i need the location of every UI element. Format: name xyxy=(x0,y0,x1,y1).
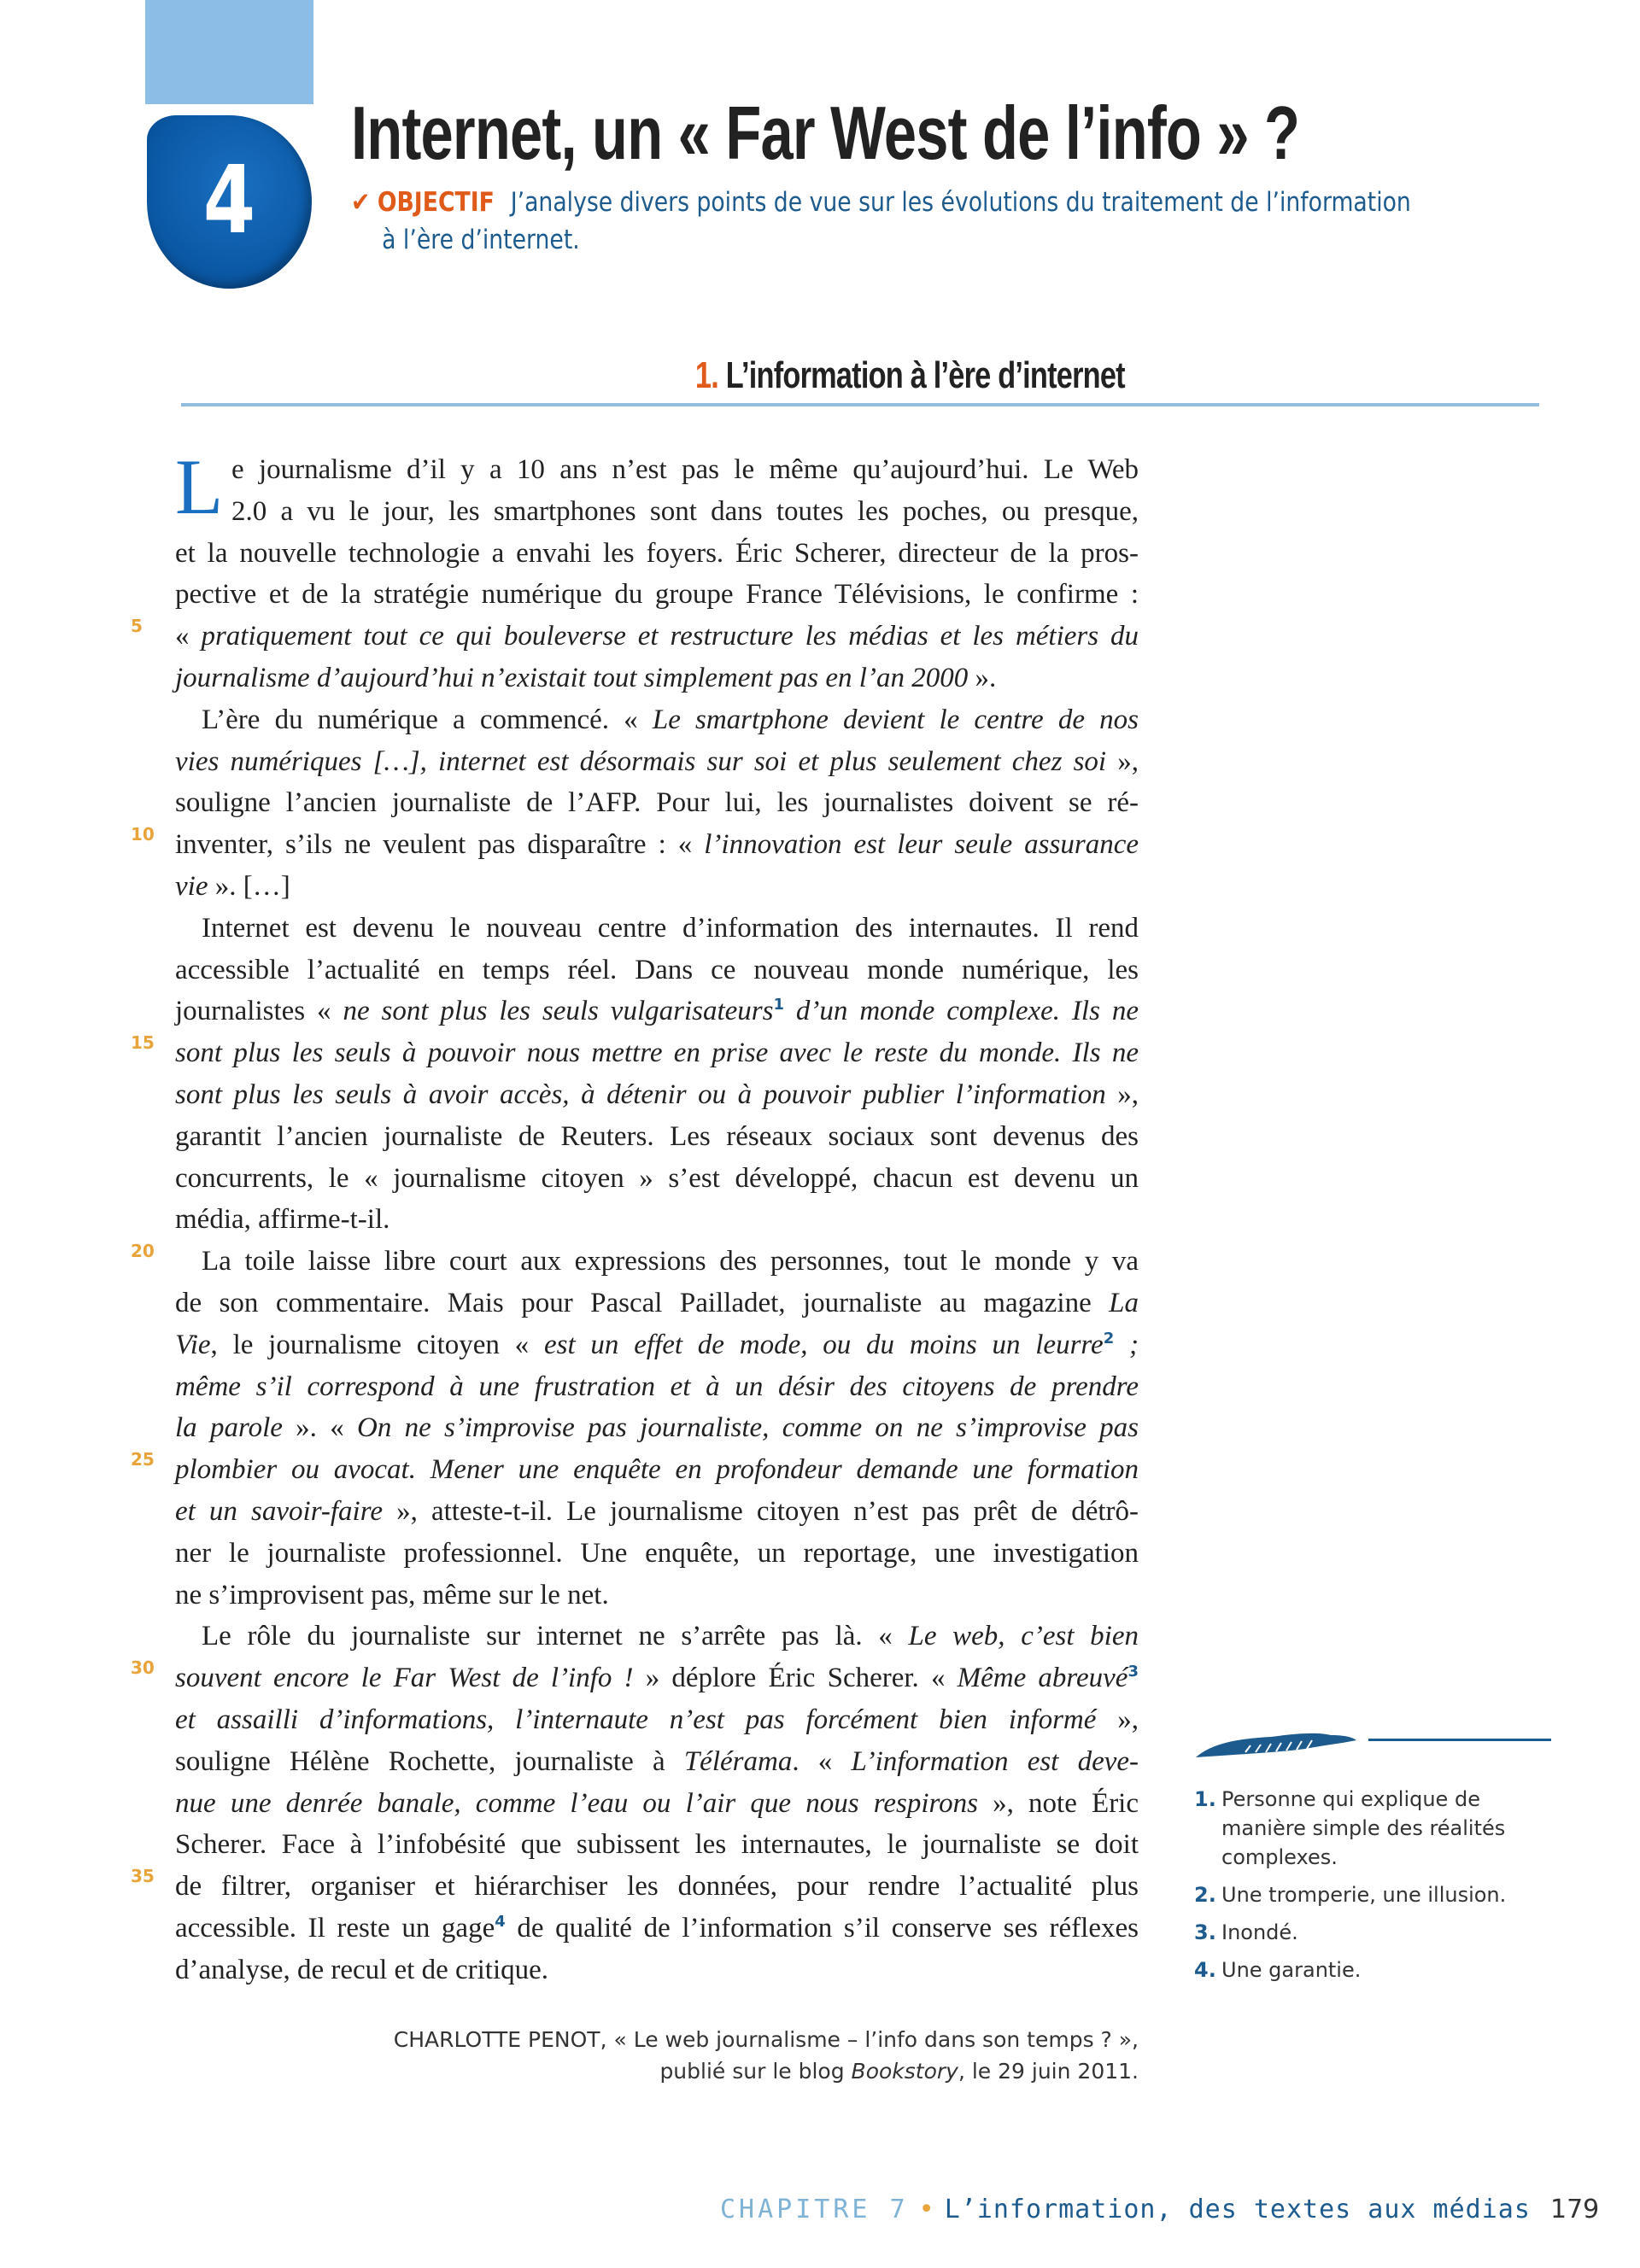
quill-icon xyxy=(1194,1728,1553,1762)
quote-text: Même abreuvé xyxy=(957,1663,1128,1694)
quote-text: plombier ou avocat. Mener une enquête en profondeur demande une formation xyxy=(175,1454,1139,1486)
text-line xyxy=(175,1949,1139,1991)
text-line xyxy=(175,1407,1139,1449)
text-line xyxy=(175,1616,1139,1657)
footnote-text: Une tromperie, une illusion. xyxy=(1221,1883,1507,1907)
line-number: 20 xyxy=(131,1241,155,1262)
text-line xyxy=(175,449,1139,491)
quote-text: On ne s’improvise pas journaliste, comme on ne s’improvise pas xyxy=(356,1412,1139,1444)
quote-text: Vie xyxy=(175,1329,211,1360)
body-text: de filtrer, organiser et hiérarchiser les données, pour rendre l’actualité plus xyxy=(175,1871,1139,1903)
quote-text: et assailli d’informations, l’internaute n’est pas forcément bien informé xyxy=(175,1704,1097,1735)
footer xyxy=(720,2195,1531,2224)
text-line xyxy=(175,1116,1139,1158)
body-text: concurrents, le « journalisme citoyen » s’est développé, chacun est devenu un xyxy=(175,1162,1139,1194)
text-line xyxy=(175,1199,1139,1241)
footnote-ref[interactable]: 2 xyxy=(1103,1329,1115,1347)
quote-text: l’innovation est leur seule assurance xyxy=(704,829,1139,861)
article-text xyxy=(131,443,1139,1990)
body-text: de qualité de l’information s’il conserve ses réflexes xyxy=(505,1912,1139,1944)
quote-text: nue une denrée banale, comme l’eau ou l’air que nous respirons xyxy=(175,1787,978,1819)
chapter-tab xyxy=(145,0,313,120)
footnote-number: 2. xyxy=(1194,1883,1216,1907)
text-line xyxy=(175,1366,1139,1408)
footer-title: L’information, des textes aux médias xyxy=(944,2195,1531,2224)
line-number: 25 xyxy=(131,1449,155,1470)
body-text: L’ère du numérique a commencé. « xyxy=(202,704,653,735)
text-line xyxy=(175,1491,1139,1533)
body-text: ». xyxy=(968,662,997,693)
line-number: 15 xyxy=(131,1032,155,1054)
body-text: », xyxy=(1096,1704,1139,1735)
citation-author: CHARLOTTE PENOT, xyxy=(393,2027,607,2052)
body-text: 2.0 a vu le jour, les smartphones sont dans toutes les poches, ou presque, xyxy=(231,495,1139,527)
body-text: . « xyxy=(792,1745,852,1777)
text-line xyxy=(131,616,1139,658)
footnote-ref[interactable]: 3 xyxy=(1128,1663,1139,1681)
footnote-number: 3. xyxy=(1194,1920,1216,1944)
body-text: , le journalisme citoyen « xyxy=(210,1329,544,1360)
text-line xyxy=(175,1908,1139,1949)
footnote-item xyxy=(1194,1785,1553,1872)
quote-text: et un savoir-faire xyxy=(175,1495,383,1527)
quote-text: la parole xyxy=(175,1412,283,1444)
body-text: La toile laisse libre court aux expressions des personnes, tout le monde y va xyxy=(202,1246,1139,1277)
section-heading xyxy=(0,354,1640,397)
quote-text: pratiquement tout ce qui bouleverse et restructure les médias et les métiers du xyxy=(201,621,1139,652)
text-line xyxy=(175,1324,1139,1366)
section-number: 1. xyxy=(694,354,718,396)
text-line xyxy=(175,1283,1139,1324)
quote-text: L’information est deve- xyxy=(851,1745,1139,1777)
body-text: de son commentaire. Mais pour Pascal Pailladet, journaliste au magazine xyxy=(175,1287,1110,1318)
body-text: inventer, s’ils ne veulent pas disparaître : « xyxy=(175,829,705,861)
body-text: souligne Hélène Rochette, journaliste à xyxy=(175,1745,684,1777)
objective-label: OBJECTIF xyxy=(377,187,495,218)
body-text: », atteste-t-il. Le journalisme citoyen n’est pas prêt de détrô- xyxy=(382,1495,1139,1527)
text-line xyxy=(131,1866,1139,1908)
body-text: ». « xyxy=(282,1412,357,1444)
section-title: L’information à l’ère d’internet xyxy=(725,354,1125,396)
quote-text: ne sont plus les seuls vulgarisateurs xyxy=(343,996,774,1027)
text-line xyxy=(131,1657,1139,1699)
footnote-item xyxy=(1194,1955,1553,1984)
body-text: », xyxy=(1106,745,1139,777)
text-line xyxy=(175,1074,1139,1116)
footnote-item xyxy=(1194,1880,1553,1909)
body-text: pective et de la stratégie numérique du groupe France Télévisions, le confirme : xyxy=(175,579,1139,611)
citation-date: , le 29 juin 2011. xyxy=(958,2059,1139,2084)
body-text: ne s’improvisent pas, même sur le net. xyxy=(175,1579,609,1610)
quote-text: ; xyxy=(1114,1329,1139,1360)
footnote-text: Inondé. xyxy=(1221,1920,1298,1944)
page-number: 179 xyxy=(1550,2195,1600,2224)
line-number: 30 xyxy=(131,1657,155,1679)
text-line xyxy=(175,1699,1139,1741)
text-line xyxy=(175,1741,1139,1783)
text-line xyxy=(175,699,1139,741)
footnote-ref[interactable]: 4 xyxy=(495,1912,506,1931)
quote-text: est un effet de mode, ou du moins un leurre xyxy=(543,1329,1104,1360)
objective-text: J’analyse divers points de vue sur les évolutions du traitement de l’information xyxy=(510,187,1411,218)
body-text: », note Éric xyxy=(977,1787,1139,1819)
body-text: « xyxy=(175,621,202,652)
text-line xyxy=(175,1783,1139,1825)
text-line xyxy=(131,1241,1139,1283)
footnote-ref[interactable]: 1 xyxy=(773,996,785,1014)
check-icon: ✔ xyxy=(351,187,371,218)
text-line xyxy=(175,950,1139,991)
text-line xyxy=(175,866,1139,908)
quote-text: d’un monde complexe. Ils ne xyxy=(784,996,1139,1027)
footnote-number: 1. xyxy=(1194,1787,1216,1811)
text-line xyxy=(175,491,1139,533)
body-text: garantit l’ancien journaliste de Reuters. Les réseaux sociaux sont devenus des xyxy=(175,1120,1139,1152)
body-text: média, affirme-t-il. xyxy=(175,1204,390,1236)
citation xyxy=(394,2024,1139,2087)
body-text: Scherer. Face à l’infobésité que subissent les internautes, le journaliste se doit xyxy=(175,1829,1139,1861)
drop-cap: L xyxy=(175,443,224,530)
body-text: et la nouvelle technologie a envahi les foyers. Éric Scherer, directeur de la pros- xyxy=(175,537,1139,569)
text-line xyxy=(175,908,1139,950)
text-line xyxy=(175,533,1139,575)
line-number: 5 xyxy=(131,616,143,637)
quote-text: journalisme d’aujourd’hui n’existait tout simplement pas en l’an 2000 xyxy=(175,662,969,693)
body-text: souligne l’ancien journaliste de l’AFP. Pour lui, les journalistes doivent se ré- xyxy=(175,787,1139,819)
text-line xyxy=(131,1449,1139,1491)
text-line xyxy=(175,991,1139,1032)
line-number: 35 xyxy=(131,1866,155,1887)
body-text: ner le journaliste professionnel. Une enquête, un reportage, une investigation xyxy=(175,1537,1139,1569)
body-text: » déplore Éric Scherer. « xyxy=(633,1663,958,1694)
quote-text: Le smartphone devient le centre de nos xyxy=(652,704,1139,735)
body-text: Le rôle du journaliste sur internet ne s’arrête pas là. « xyxy=(202,1621,909,1652)
footer-chapter: CHAPITRE 7 xyxy=(720,2195,909,2224)
footnote-item xyxy=(1194,1918,1553,1947)
text-line xyxy=(175,782,1139,824)
body-text: accessible. Il reste un gage xyxy=(175,1912,495,1944)
citation-prefix: publié sur le blog xyxy=(659,2059,852,2084)
body-text: », xyxy=(1105,1078,1139,1110)
body-text: ». […] xyxy=(208,870,290,902)
quote-text: même s’il correspond à une frustration et à un désir des citoyens de prendre xyxy=(175,1371,1139,1402)
quote-text: souvent encore le Far West de l’info ! xyxy=(175,1663,634,1694)
footnote-number: 4. xyxy=(1194,1958,1216,1982)
text-line xyxy=(175,574,1139,616)
citation-title: « Le web journalisme – l’info dans son temps ? », xyxy=(613,2027,1139,2052)
lesson-number: 4 xyxy=(202,145,256,254)
objective-text-continued: à l’ère d’internet. xyxy=(382,225,580,255)
text-line xyxy=(131,1032,1139,1074)
section-divider xyxy=(181,403,1539,406)
body-text: d’analyse, de recul et de critique. xyxy=(175,1954,549,1985)
quote-text: Télérama xyxy=(683,1745,793,1777)
line-number: 10 xyxy=(131,824,155,845)
text-line xyxy=(175,658,1139,699)
text-line xyxy=(175,1824,1139,1866)
footnote-text: Personne qui explique de manière simple des réalités complexes. xyxy=(1221,1787,1506,1869)
text-line xyxy=(175,1158,1139,1200)
quote-text: La xyxy=(1109,1287,1139,1318)
text-line xyxy=(131,824,1139,866)
text-line xyxy=(175,741,1139,783)
quote-text: sont plus les seuls à avoir accès, à détenir ou à pouvoir publier l’information xyxy=(175,1078,1106,1110)
text-line xyxy=(175,1533,1139,1575)
page-title: Internet, un « Far West de l’info » ? xyxy=(351,91,1300,175)
footer-bullet: • xyxy=(918,2195,934,2224)
quote-text: vie xyxy=(175,870,208,902)
body-text: Internet est devenu le nouveau centre d’information des internautes. Il rend xyxy=(202,912,1139,944)
footnote-text: Une garantie. xyxy=(1221,1958,1362,1982)
citation-blog: Bookstory xyxy=(851,2059,958,2084)
objective xyxy=(351,184,1526,259)
quote-text: Le web, c’est bien xyxy=(908,1621,1139,1652)
body-text: e journalisme d’il y a 10 ans n’est pas le même qu’aujourd’hui. Le Web xyxy=(231,454,1139,485)
text-line xyxy=(175,1575,1139,1616)
quote-text: sont plus les seuls à pouvoir nous mettre en prise avec le reste du monde. Ils ne xyxy=(175,1038,1139,1069)
body-text: accessible l’actualité en temps réel. Dans ce nouveau monde numérique, les xyxy=(175,954,1139,985)
quote-text: vies numériques […], internet est désormais sur soi et plus seulement chez soi xyxy=(175,745,1107,777)
body-text: journalistes « xyxy=(175,996,343,1027)
